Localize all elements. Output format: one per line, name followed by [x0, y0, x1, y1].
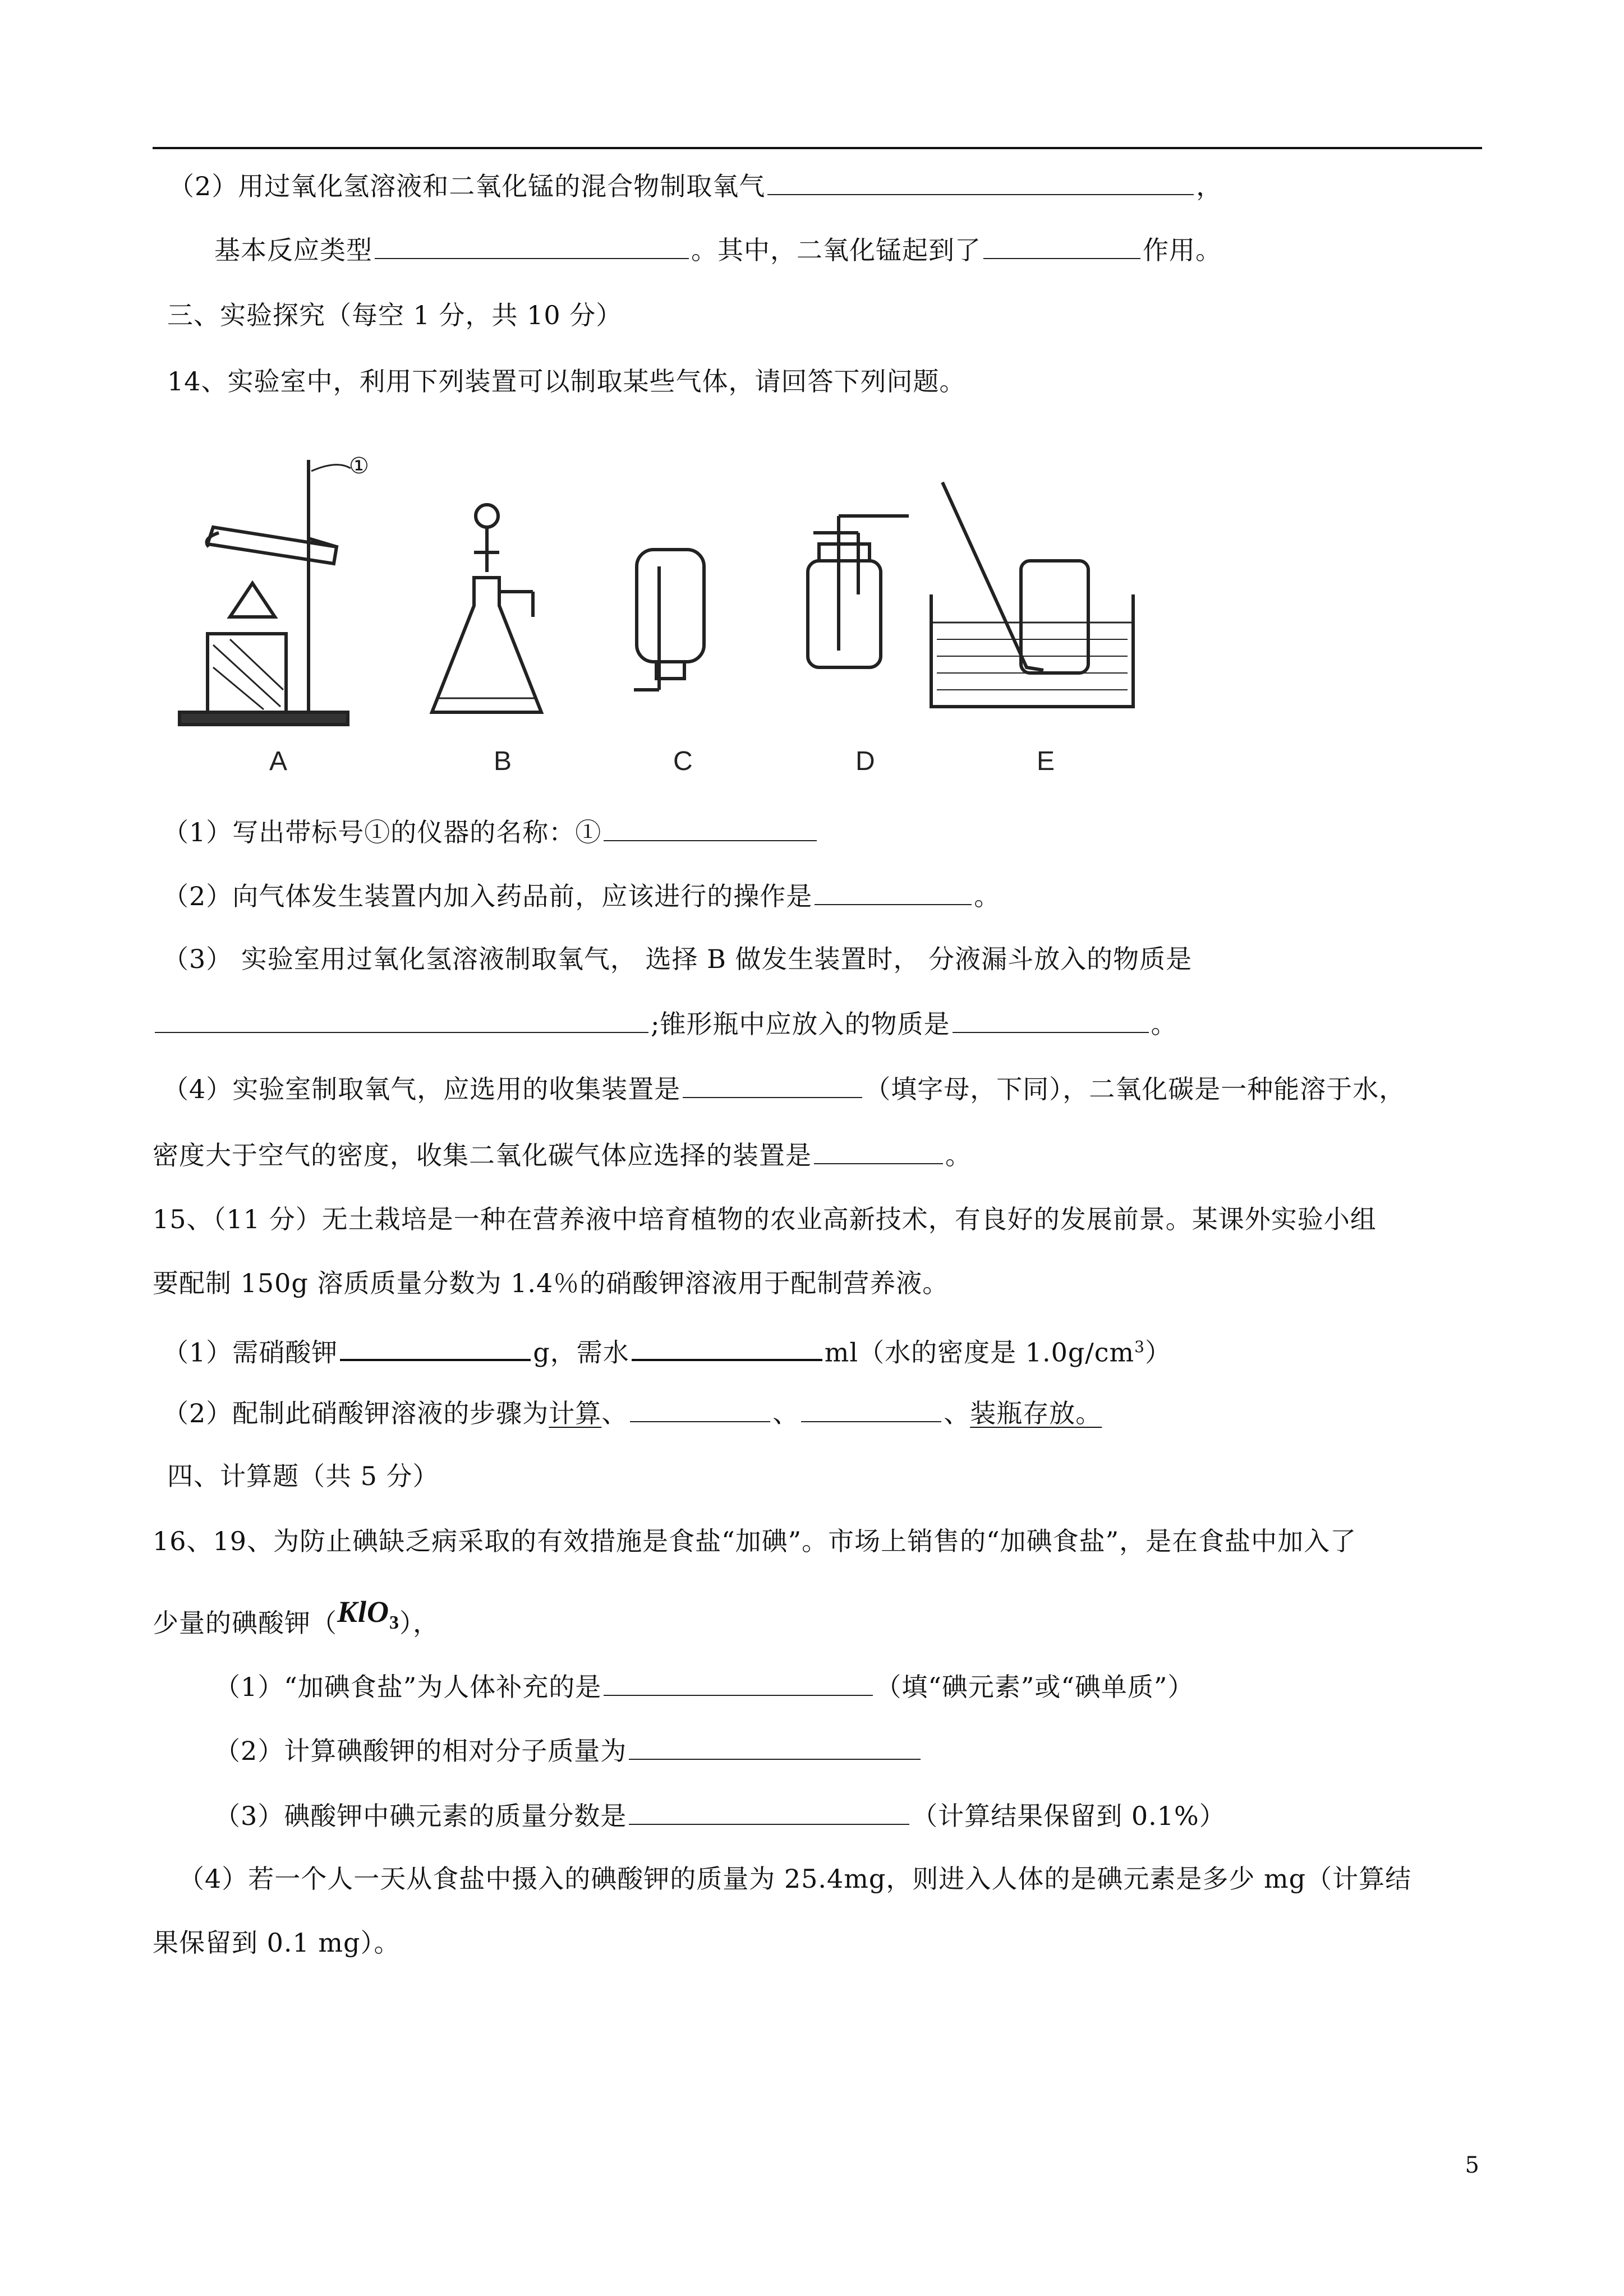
q15-part1-close: ）	[1145, 1337, 1171, 1368]
q16-blank-element[interactable]	[604, 1669, 873, 1696]
q14-part4-mid: （填字母，下同），二氧化碳是一种能溶于水，	[864, 1074, 1406, 1104]
q15-blank-step2[interactable]	[630, 1395, 770, 1422]
q14-part3-mid: ;锥形瓶中应放入的物质是	[651, 1009, 950, 1039]
q14-part4-line2	[153, 1137, 972, 1172]
q14-blank-operation[interactable]	[815, 878, 972, 905]
q16-part2	[214, 1733, 923, 1768]
q15-part1	[163, 1330, 1171, 1369]
q15-blank-water-volume[interactable]	[632, 1333, 822, 1361]
q16-part3-text: （3）碘酸钾中碘元素的质量分数是	[214, 1801, 627, 1831]
q13-end-text: 作用。	[1143, 235, 1222, 265]
q15-blank-kno3-mass[interactable]	[340, 1333, 531, 1361]
q16-part1-hint: （填“碘元素”或“碘单质”）	[875, 1672, 1194, 1702]
section4-title: 四、计算题（共 5 分）	[167, 1461, 439, 1491]
q13-blank-role[interactable]	[983, 232, 1140, 259]
q15-part1-text: （1）需硝酸钾	[163, 1337, 338, 1368]
q16-line1: 16、19、为防止碘缺乏病采取的有效措施是食盐“加碘”。市场上销售的“加碘食盐”，是在食盐中加入了	[153, 1526, 1357, 1556]
q15-sep2: 、	[772, 1398, 799, 1428]
q15-part2-text: （2）配制此硝酸钾溶液的步骤为	[163, 1398, 549, 1428]
q16-part4-line2: 果保留到 0.1 mg）。	[153, 1928, 401, 1958]
q14-blank-collect-co2[interactable]	[814, 1137, 943, 1164]
q16-line2-text: 少量的碘酸钾（	[153, 1608, 337, 1638]
kio3-formula-main: KlO	[337, 1595, 390, 1629]
q15-blank-step3[interactable]	[801, 1395, 941, 1422]
apparatus-label-e: E	[1037, 746, 1055, 776]
apparatus-marker: ①	[349, 453, 369, 479]
q14-blank-flask[interactable]	[953, 1006, 1149, 1033]
q13-type-label: 基本反应类型	[214, 235, 372, 265]
apparatus-figure	[168, 449, 1156, 785]
page-number: 5	[1465, 2152, 1479, 2178]
q14-part3-line2	[153, 1006, 1177, 1041]
q16-part1-text: （1）“加碘食盐”为人体补充的是	[214, 1672, 602, 1702]
q16-part1	[214, 1669, 1194, 1704]
kio3-formula	[337, 1595, 400, 1633]
q14-blank-instrument[interactable]	[604, 814, 817, 841]
q15-part1-sup: 3	[1134, 1338, 1145, 1356]
q16-part2-text: （2）计算碘酸钾的相对分子质量为	[214, 1736, 627, 1766]
q13-part2-text: （2）用过氧化氢溶液和二氧化锰的混合物制取氧气	[168, 171, 766, 201]
q14-part3-end: 。	[1151, 1009, 1177, 1039]
apparatus-drawing	[168, 449, 1156, 740]
kio3-formula-sub: 3	[389, 1612, 400, 1633]
q15-part1-g: g，需水	[533, 1337, 629, 1368]
q13-part2-line2	[214, 232, 1222, 267]
q15-part1-ml: ml（水的密度是 1.0g/cm	[824, 1337, 1135, 1368]
q14-part4-line1	[163, 1071, 1405, 1106]
q16-blank-molar-mass[interactable]	[629, 1733, 921, 1760]
q14-part3-line1: （3） 实验室用过氧化氢溶液制取氧气， 选择 B 做发生装置时， 分液漏斗放入的物质是	[163, 944, 1193, 974]
q14-part4-text: （4）实验室制取氧气，应选用的收集装置是	[163, 1074, 681, 1104]
apparatus-label-b: B	[494, 746, 512, 776]
q14-part2-end: 。	[974, 881, 1001, 911]
q15-line1: 15、（11 分）无土栽培是一种在营养液中培育植物的农业高新技术，有良好的发展前景。某课外实验小组	[153, 1204, 1377, 1234]
q16-part4-line1: （4）若一个人一天从食盐中摄入的碘酸钾的质量为 25.4mg，则进入人体的是碘元素是多少 mg（计算结	[178, 1864, 1412, 1894]
q14-blank-funnel[interactable]	[155, 1006, 648, 1033]
q16-part3	[214, 1798, 1226, 1833]
q16-line2-end: ），	[399, 1608, 440, 1638]
q14-part1-text: （1）写出带标号①的仪器的名称：①	[163, 817, 602, 847]
q16-blank-mass-fraction[interactable]	[629, 1798, 909, 1825]
q16-line2	[153, 1595, 440, 1650]
q13-mid-text: 。其中，二氧化锰起到了	[691, 235, 981, 265]
q14-part4-end: 。	[945, 1140, 972, 1170]
q14-part2-text: （2）向气体发生装置内加入药品前，应该进行的操作是	[163, 881, 813, 911]
q13-part2-line1	[168, 168, 1222, 203]
section3-title: 三、实验探究（每空 1 分，共 10 分）	[167, 300, 623, 330]
apparatus-label-d: D	[855, 746, 875, 776]
q15-part2	[163, 1395, 1102, 1430]
apparatus-label-c: C	[673, 746, 693, 776]
q15-sep1: 、	[601, 1398, 628, 1428]
q14-stem: 14、实验室中，利用下列装置可以制取某些气体，请回答下列问题。	[167, 366, 966, 397]
q15-step-store: 装瓶存放。	[970, 1398, 1102, 1428]
q13-blank-reaction-type[interactable]	[375, 232, 689, 259]
q14-part2	[163, 878, 1000, 913]
q14-blank-collect-o2[interactable]	[683, 1071, 862, 1098]
q14-part4-text2: 密度大于空气的密度，收集二氧化碳气体应选择的装置是	[153, 1140, 812, 1170]
q13-part2-comma: ，	[1196, 171, 1223, 201]
header-rule	[153, 147, 1482, 149]
q14-part1	[163, 814, 819, 849]
q13-part2-blank-equation[interactable]	[767, 168, 1194, 195]
q15-line2: 要配制 150g 溶质质量分数为 1.4％的硝酸钾溶液用于配制营养液。	[153, 1268, 949, 1298]
q15-sep3: 、	[944, 1398, 970, 1428]
apparatus-label-a: A	[269, 746, 288, 776]
q16-part3-hint: （计算结果保留到 0.1%）	[912, 1801, 1226, 1831]
q15-step-calc: 计算	[549, 1398, 602, 1428]
